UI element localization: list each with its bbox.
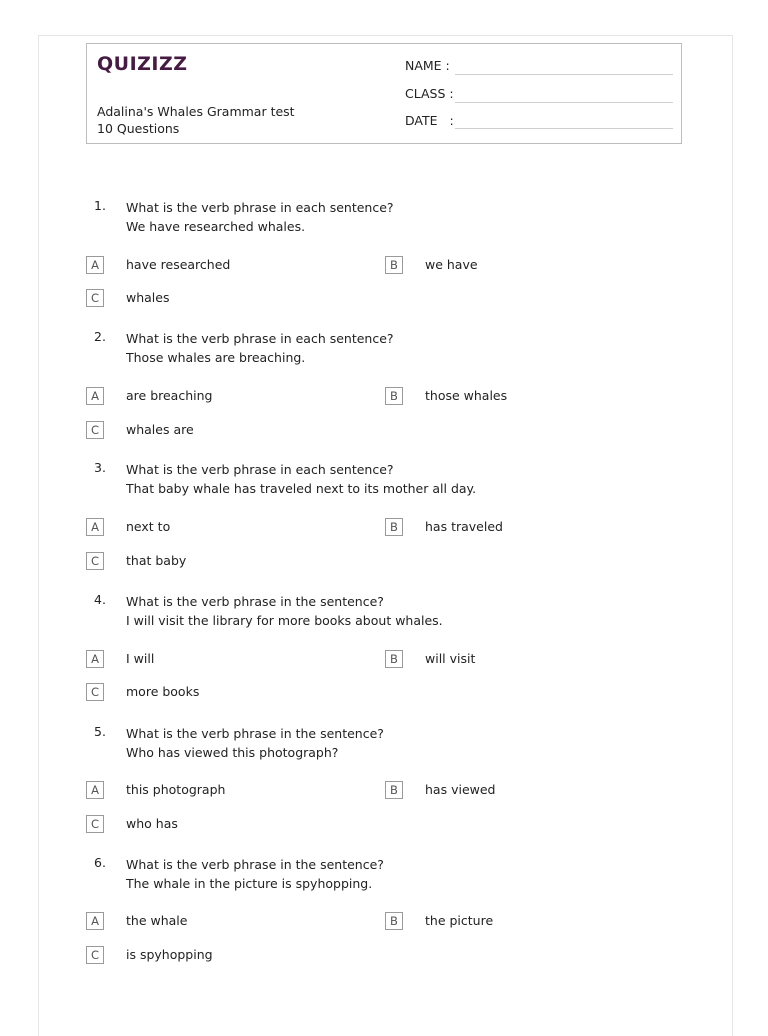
question-number: 1.: [94, 198, 106, 213]
option-text: who has: [126, 816, 178, 831]
worksheet-header: [86, 43, 682, 144]
question-sentence: That baby whale has traveled next to its mother all day.: [126, 481, 477, 496]
question-number: 4.: [94, 592, 106, 607]
question-prompt: What is the verb phrase in the sentence?: [126, 726, 384, 741]
question-sentence: Who has viewed this photograph?: [126, 745, 339, 760]
test-title: Adalina's Whales Grammar test: [97, 104, 295, 119]
option-letter-box: A: [86, 912, 104, 930]
option-text: have researched: [126, 257, 231, 272]
option-letter-box: A: [86, 518, 104, 536]
option-text: more books: [126, 684, 200, 699]
option-letter-box: B: [385, 256, 403, 274]
option-letter-box: A: [86, 256, 104, 274]
option-letter-box: B: [385, 387, 403, 405]
question-prompt: What is the verb phrase in the sentence?: [126, 857, 384, 872]
option-text: has viewed: [425, 782, 496, 797]
option-text: will visit: [425, 651, 476, 666]
name-line: [455, 74, 673, 75]
option-letter-box: B: [385, 518, 403, 536]
option-text: is spyhopping: [126, 947, 213, 962]
question-number: 3.: [94, 460, 106, 475]
class-label: CLASS :: [405, 86, 454, 101]
question-text: [126, 592, 443, 630]
option-letter-box: A: [86, 781, 104, 799]
option-text: has traveled: [425, 519, 503, 534]
question-sentence: Those whales are breaching.: [126, 350, 306, 365]
question-text: [126, 329, 394, 367]
option-letter-box: C: [86, 552, 104, 570]
option-text: that baby: [126, 553, 187, 568]
option-text: whales are: [126, 422, 194, 437]
class-line: [455, 102, 673, 103]
question-prompt: What is the verb phrase in the sentence?: [126, 594, 384, 609]
question-text: [126, 198, 394, 236]
quizizz-logo: QUIZIZZ: [97, 53, 188, 75]
question-count: 10 Questions: [97, 121, 180, 136]
option-text: this photograph: [126, 782, 226, 797]
option-letter-box: C: [86, 815, 104, 833]
question-number: 6.: [94, 855, 106, 870]
option-text: the whale: [126, 913, 188, 928]
option-text: whales: [126, 290, 170, 305]
question-prompt: What is the verb phrase in each sentence?: [126, 331, 394, 346]
question-text: [126, 724, 384, 762]
option-letter-box: A: [86, 387, 104, 405]
option-text: we have: [425, 257, 478, 272]
option-letter-box: C: [86, 421, 104, 439]
option-letter-box: B: [385, 912, 403, 930]
option-letter-box: C: [86, 289, 104, 307]
option-text: are breaching: [126, 388, 213, 403]
option-text: next to: [126, 519, 171, 534]
option-letter-box: C: [86, 946, 104, 964]
option-text: I will: [126, 651, 155, 666]
date-line: [455, 128, 673, 129]
question-sentence: We have researched whales.: [126, 219, 306, 234]
question-sentence: I will visit the library for more books about whales.: [126, 613, 443, 628]
question-number: 5.: [94, 724, 106, 739]
option-text: those whales: [425, 388, 508, 403]
question-prompt: What is the verb phrase in each sentence?: [126, 200, 394, 215]
option-text: the picture: [425, 913, 494, 928]
option-letter-box: B: [385, 650, 403, 668]
question-sentence: The whale in the picture is spyhopping.: [126, 876, 373, 891]
question-text: [126, 855, 384, 893]
question-text: [126, 460, 476, 498]
option-letter-box: B: [385, 781, 403, 799]
option-letter-box: A: [86, 650, 104, 668]
option-letter-box: C: [86, 683, 104, 701]
question-number: 2.: [94, 329, 106, 344]
name-label: NAME :: [405, 58, 450, 73]
question-prompt: What is the verb phrase in each sentence?: [126, 462, 394, 477]
date-label: DATE :: [405, 113, 454, 128]
